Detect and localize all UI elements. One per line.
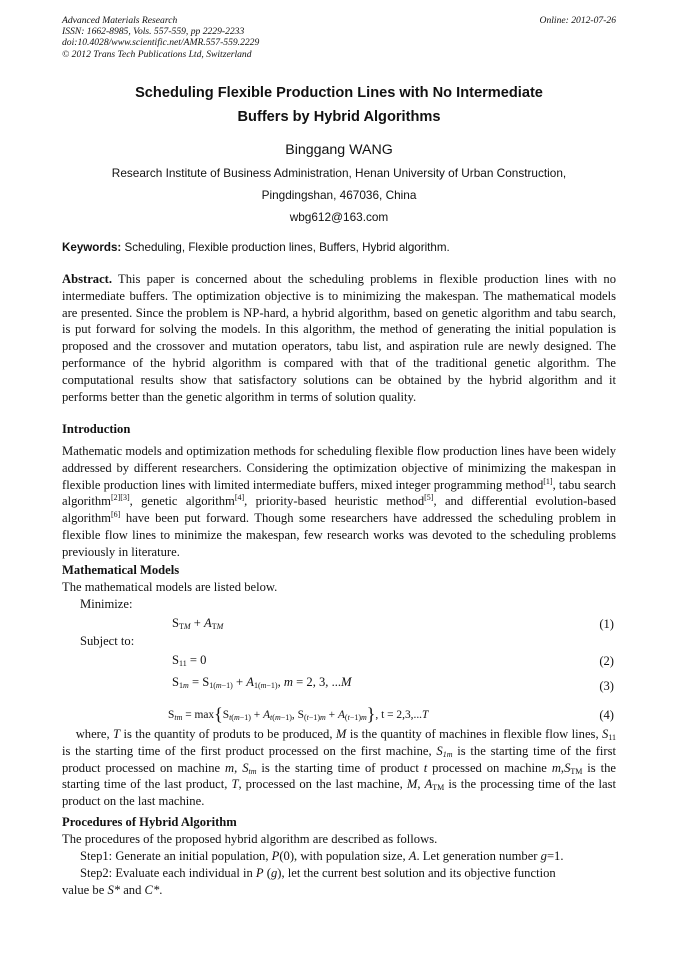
- where-text-h: is the starting time of the last product,: [62, 760, 616, 792]
- journal-header: [62, 15, 259, 60]
- procedures-heading: Procedures of Hybrid Algorithm: [62, 815, 237, 829]
- step-2-var-C: C*: [144, 883, 160, 897]
- minimize-label: Minimize:: [80, 597, 133, 611]
- var-S11: S: [602, 727, 609, 741]
- issn-line: ISSN: 1662-8985, Vols. 557-559, pp 2229-2233: [62, 26, 245, 38]
- author-email: wbg612@163.com: [289, 210, 389, 224]
- variable-definitions: [62, 726, 616, 810]
- where-text-g: ,: [560, 760, 565, 775]
- step-1-var-g: g: [540, 849, 547, 863]
- var-S11-subscript: 11: [608, 733, 617, 742]
- step-1-var-P: P: [271, 849, 280, 863]
- affiliation-line-1: Research Institute of Business Administration, Henan University of Urban Construction,: [111, 166, 567, 180]
- step-2-var-P: P: [255, 866, 264, 880]
- var-m-2: m: [551, 760, 561, 775]
- title-line-1: Scheduling Flexible Production Lines with No Intermediate: [135, 85, 543, 101]
- step-1-text-a: Step1: Generate an initial population,: [80, 849, 272, 863]
- where-text-i: , processed on the last machine,: [238, 777, 407, 792]
- where-text-w: where,: [75, 727, 114, 741]
- keywords-label: Keywords:: [62, 241, 122, 254]
- step-2-var-S: S*: [107, 883, 121, 897]
- step-1-text-c: . Let generation number: [416, 849, 541, 863]
- intro-text-5: , and differential evolution-based algorithm: [62, 494, 616, 526]
- ref-2-3: [2][3]: [110, 493, 130, 503]
- equation-3-number: (3): [599, 679, 614, 693]
- step-2-text-f: .: [159, 883, 163, 897]
- doi-line: doi:10.4028/www.scientific.net/AMR.557-559.2229: [62, 37, 260, 49]
- models-intro: The mathematical models are listed below.: [62, 580, 278, 594]
- var-STM-subscript: TM: [570, 766, 583, 776]
- where-text-j: ,: [417, 777, 425, 792]
- var-M: M: [335, 727, 347, 741]
- ref-5: [5]: [424, 493, 434, 503]
- step-2: [80, 866, 556, 881]
- step-2-text-c: ), let the current best solution and its objective function: [277, 866, 556, 880]
- abstract-label: Abstract.: [62, 272, 113, 286]
- where-text-d: is the starting time of the first product processed on machine: [62, 743, 617, 775]
- keywords-text: Scheduling, Flexible production lines, Buffers, Hybrid algorithm.: [124, 241, 450, 254]
- introduction-text: [62, 443, 616, 561]
- where-text-b: is the quantity of machines in flexible flow lines,: [346, 727, 603, 741]
- models-heading: Mathematical Models: [62, 563, 180, 577]
- var-T-2: T: [231, 777, 239, 792]
- var-m: m: [225, 760, 235, 775]
- where-text-k: is the processing time of the last product on the last machine.: [62, 777, 617, 809]
- step-2-text-a: Step2: Evaluate each individual in: [80, 866, 256, 880]
- where-text-c: is the starting time of the first product processed on the first machine,: [62, 743, 437, 758]
- intro-text-3: , genetic algorithm: [129, 494, 235, 509]
- var-ATM: A: [424, 777, 433, 792]
- step-2-text-e: and: [120, 883, 145, 897]
- journal-name: Advanced Materials Research: [62, 15, 178, 26]
- equation-1: $S_{TM} + A_{TM}$: [172, 616, 224, 631]
- step-2-continued: [62, 883, 162, 898]
- equation-3: $S_{1m} = S_{1(m-1)} + A_{1(m-1)}$, m = 2, 3, ...M: [172, 675, 352, 690]
- affiliation: [60, 162, 618, 228]
- var-STM: S: [564, 760, 571, 775]
- online-date: Online: 2012-07-26: [539, 15, 616, 26]
- where-text-f: processed on machine: [427, 760, 552, 775]
- var-T: T: [113, 727, 121, 741]
- var-M-2: M: [406, 777, 418, 792]
- intro-text-4: , priority-based heuristic method: [244, 494, 425, 509]
- var-t: t: [423, 760, 428, 775]
- step-1-var-A: A: [408, 849, 417, 863]
- step-2-text-b: (: [263, 866, 271, 880]
- where-text-e: is the starting time of product: [256, 760, 424, 775]
- keywords: [62, 241, 616, 254]
- step-2-text-d: value be: [62, 883, 108, 897]
- equation-2-number: (2): [599, 654, 614, 668]
- ref-4: [4]: [234, 493, 245, 503]
- ref-6: [6]: [110, 510, 121, 520]
- procedures-intro: The procedures of the proposed hybrid algorithm are described as follows.: [62, 832, 438, 846]
- ref-1: [1]: [543, 476, 553, 486]
- author-name: Binggang WANG: [285, 142, 393, 158]
- var-S1m-subscript: 1m: [442, 749, 453, 759]
- var-Stm-subscript: tm: [248, 766, 257, 776]
- where-text-a: is the quantity of produts to be produced,: [120, 727, 336, 741]
- var-S1m: S: [436, 743, 443, 758]
- intro-text-6: have been put forward. Though some researchers have addressed the scheduling problem in flexible flow lines to minimize the makespan, few research works was devoted to the scheduling problems previously in literature.: [62, 511, 616, 559]
- equation-2: $S_{11} = 0$: [172, 653, 207, 668]
- intro-text-1: Mathematic models and optimization methods for scheduling flexible flow production lines have been widely addressed by different researchers. Considering the optimization objective of minimizing the makespan in flexible production lines with limited intermediate buffers, mixed integer programming method: [62, 444, 616, 492]
- abstract-text: This paper is concerned about the scheduling problems in flexible production lines with no intermediate buffers. The optimization objective is to minimizing the makespan. The mathematical models are presented. Since the problem is NP-hard, a hybrid algorithm, based on genetic algorithm and tabu search, is put forward for solving the models. In this algorithm, the method of generating the initial population is proposed and the crossover and mutation operators, tabu list, and aspiration rule are newly designed. The performance of the hybrid algorithm is compared with that of the traditional genetic algorithm. The computational results show that satisfactory solutions can be obtained by the hybrid algorithm and it performs better than the genetic algorithm in terms of solution quality.: [62, 272, 616, 404]
- step-1: [80, 849, 564, 864]
- step-2-var-g: g: [270, 866, 278, 880]
- title-line-2: Buffers by Hybrid Algorithms: [237, 109, 441, 125]
- var-Stm: S: [242, 760, 249, 775]
- affiliation-line-2: Pingdingshan, 467036, China: [261, 188, 417, 202]
- equation-1-number: (1): [599, 617, 614, 631]
- abstract: [62, 271, 616, 405]
- var-ATM-subscript: TM: [432, 783, 445, 793]
- equation-4: $S_{tm} = \max\{S_{t(m-1)} + A_{t(m-1)}$, $S_{(t-1)m} + A_{(t-1)m}$}, t = 2,3,...T: [168, 704, 429, 724]
- equation-4-number: (4): [599, 708, 614, 722]
- introduction-heading: Introduction: [62, 422, 131, 436]
- paper-title: [40, 81, 638, 129]
- where-text-comma: ,: [234, 760, 243, 775]
- step-1-text-b: (0), with population size,: [279, 849, 409, 863]
- step-1-text-d: =1.: [546, 849, 564, 863]
- copyright-line: © 2012 Trans Tech Publications Ltd, Switzerland: [62, 48, 252, 60]
- intro-text-2: , tabu search algorithm: [62, 477, 616, 509]
- subject-to-label: Subject to:: [80, 634, 135, 648]
